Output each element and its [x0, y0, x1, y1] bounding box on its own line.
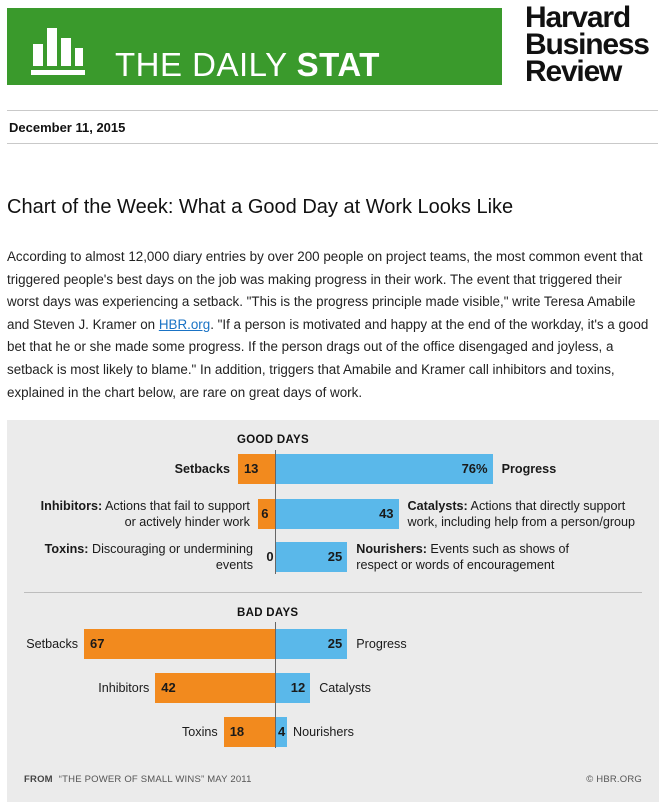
bar-setbacks [84, 629, 275, 659]
publish-date: December 11, 2015 [9, 120, 126, 135]
daily-stat-title: THE DAILY STAT [115, 46, 380, 83]
category-label: Setbacks [26, 637, 79, 651]
page-title: Chart of the Week: What a Good Day at Work Looks Like [7, 196, 514, 218]
chart-copyright: © HBR.ORG [586, 774, 642, 785]
category-label: Toxins [182, 725, 218, 739]
value-label: 76% [461, 461, 488, 476]
category-label: Inhibitors: Actions that fail to support or actively hinder work [40, 499, 250, 529]
category-label: Catalysts [319, 681, 371, 695]
value-label: 67 [90, 636, 105, 651]
hbr-org-link[interactable]: HBR.org [158, 316, 211, 332]
value-label: 13 [243, 461, 259, 476]
category-label: Setbacks [174, 462, 230, 476]
bar-chart-icon [31, 22, 85, 76]
value-label: 43 [379, 506, 394, 521]
value-label: 6 [261, 506, 269, 521]
divider [7, 143, 658, 144]
value-label: 12 [290, 680, 306, 695]
category-label: Catalysts: Actions that directly support work, including help from a person/group [407, 499, 636, 529]
hbr-logo[interactable]: Harvard Business Review [525, 1, 649, 88]
value-label: 4 [278, 724, 286, 739]
chart-panel [7, 420, 659, 802]
value-label: 42 [161, 680, 176, 695]
divider [7, 110, 658, 111]
chart-source: FROM “THE POWER OF SMALL WINS” MAY 2011 [24, 774, 252, 785]
value-label: 25 [327, 636, 343, 651]
bad-days-title: BAD DAYS [237, 607, 299, 619]
value-label: 18 [229, 724, 245, 739]
category-label: Inhibitors [98, 681, 150, 695]
category-label: Nourishers: Events such as shows of respect or words of encouragement [356, 542, 570, 572]
daily-stat-banner [7, 8, 502, 85]
value-label: 25 [327, 549, 343, 564]
value-label: 0 [266, 549, 274, 564]
article-body: According to almost 12,000 diary entries by over 200 people on project teams, the most common event that triggered people's best days on the job was making progress in their work. The event that triggered their worst days was experiencing a setback. "This is the progress principle made visible," write Teresa Amabile and Steven J. Kramer on HBR.org. "If a person is motivated and happy at the end of the workday, it's a good bet that he or she made some progress. If the person drags out of the office disengaged and joyless, a setback is most likely to blame." In addition, triggers that Amabile and Kramer call inhibitors and toxins, explained in the chart below, are rare on great days of work. [7, 249, 649, 400]
category-label: Progress [356, 637, 407, 651]
good-days-title: GOOD DAYS [237, 434, 309, 446]
category-label: Progress [501, 462, 557, 476]
category-label: Toxins: Discouraging or undermining events [44, 542, 253, 572]
section-divider [24, 592, 642, 593]
category-label: Nourishers [293, 725, 354, 739]
